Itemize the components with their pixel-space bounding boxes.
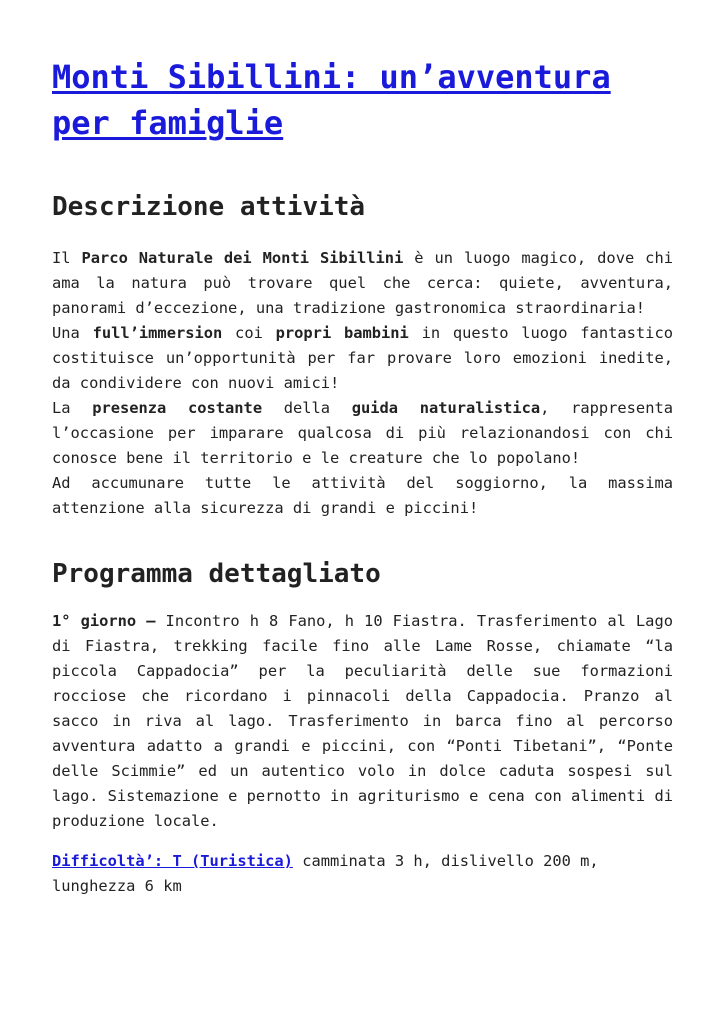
- day-label: 1° giorno –: [52, 612, 156, 630]
- title-link[interactable]: Monti Sibillini: un’avventura per famiglie: [52, 58, 611, 142]
- bold-text: Parco Naturale dei Monti Sibillini: [81, 249, 404, 267]
- text-run: Il: [52, 249, 82, 267]
- section-heading-programma: Programma dettagliato: [52, 559, 381, 589]
- section-heading-descrizione: Descrizione attività: [52, 192, 366, 222]
- bold-text: guida naturalistica: [351, 399, 541, 417]
- text-run: è un luogo magico, dove chi ama la natura può trovare quel che cerca: quiete, avventura, panorami d’eccezione, una tradizione gastronomica straordinaria!: [52, 249, 673, 317]
- difficulty-text: camminata 3 h, dislivello 200 m, lunghezza 6 km: [52, 852, 599, 895]
- document-page: [52, 54, 673, 899]
- description-paragraph: Ad accumunare tutte le attività del soggiorno, la massima attenzione alla sicurezza di grandi e piccini!: [52, 474, 673, 517]
- day-1-paragraph: [52, 609, 673, 834]
- description-paragraph: [52, 396, 673, 471]
- text-run: La: [52, 399, 93, 417]
- text-run: , rappresenta l’occasione per imparare qualcosa di più relazionandosi con chi conosce bene il territorio e le creature che lo popolano!: [52, 399, 673, 467]
- difficulty-paragraph: [52, 849, 673, 899]
- bold-text: full’immersion: [92, 324, 223, 342]
- description-paragraph: [52, 321, 673, 396]
- day-text: Incontro h 8 Fano, h 10 Fiastra. Trasferimento al Lago di Fiastra, trekking facile fino alle Lame Rosse, chiamate “la piccola Cappadocia” per la peculiarità delle sue formazioni rocciose che ricordano i pinnacoli della Cappadocia. Pranzo al sacco in riva al lago. Trasferimento in barca fino al percorso avventura adatto a grandi e piccini, con “Ponti Tibetani”, “Ponte delle Scimmie” ed un autentico volo in dolce caduta sospesi sul lago. Sistemazione e pernotto in agriturismo e cena con alimenti di produzione locale.: [52, 612, 673, 830]
- text-run: coi: [222, 324, 276, 342]
- difficulty-link[interactable]: Difficoltà’: T (Turistica): [52, 852, 293, 870]
- bold-text: propri bambini: [275, 324, 409, 342]
- page-title: [52, 54, 673, 146]
- text-run: Una: [52, 324, 93, 342]
- description-paragraph: [52, 246, 673, 321]
- bold-text: presenza costante: [92, 399, 263, 417]
- text-run: della: [262, 399, 352, 417]
- text-run: in questo luogo fantastico costituisce un’opportunità per far provare loro emozioni inedite, da condividere con nuovi amici!: [52, 324, 673, 392]
